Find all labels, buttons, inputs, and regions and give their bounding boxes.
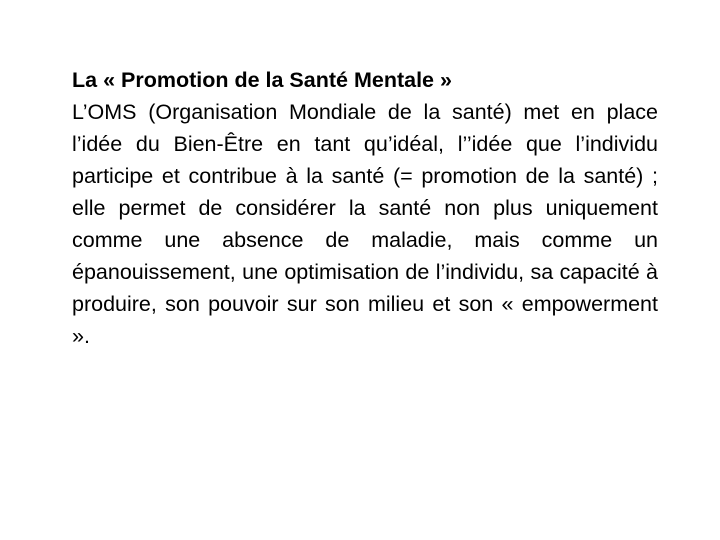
slide-body-paragraph: L’OMS (Organisation Mondiale de la santé) met en place l’idée du Bien-Être en tant qu’idéal, l’’idée que l’individu participe et contribue à la santé (= promotion de la santé) ; elle permet de considérer la santé non plus uniquement comme une absence de maladie, mais comme un épanouissement, une optimisation de l’individu, sa capacité à produire, son pouvoir sur son milieu et son « empowerment ». <box>72 100 658 348</box>
text-block <box>72 64 658 352</box>
slide-title: La « Promotion de la Santé Mentale » <box>72 68 452 92</box>
